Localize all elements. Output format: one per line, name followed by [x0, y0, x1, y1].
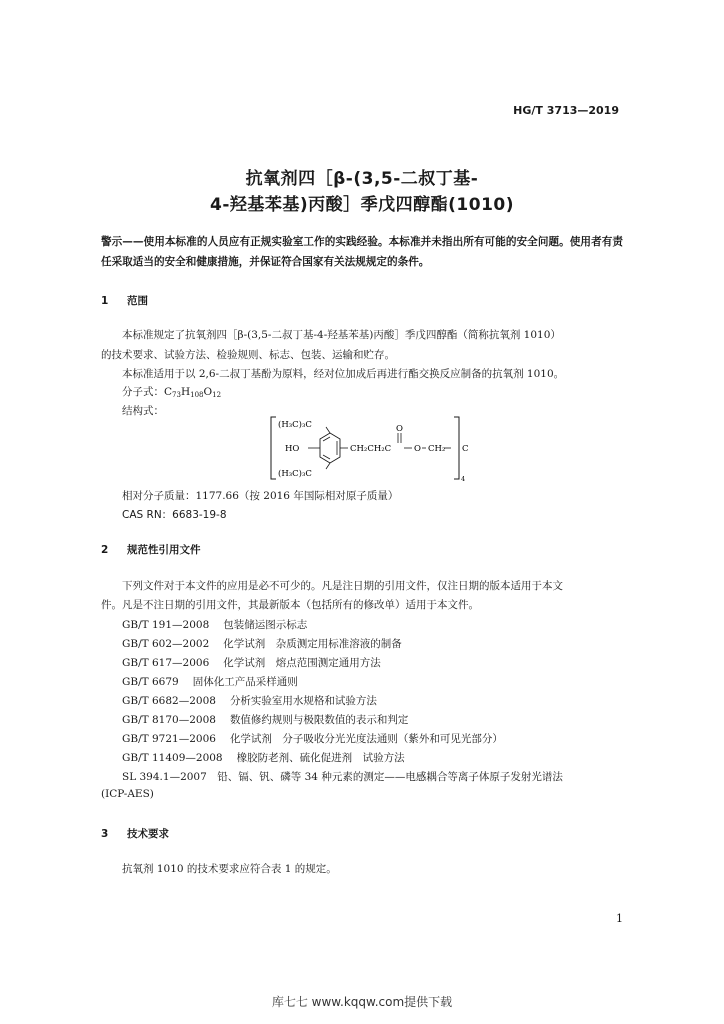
reference-item: [122, 617, 307, 632]
document-id: HG/T 3713—2019: [513, 104, 619, 117]
reference-sl-line-2: (ICP-AES): [101, 788, 154, 800]
page-number: 1: [616, 912, 623, 925]
formula-o-count: 12: [212, 391, 222, 399]
cas-number: CAS RN：6683-19-8: [122, 509, 227, 521]
references-intro-line-1: 下列文件对于本文件的应用是必不可少的。凡是注日期的引用文件，仅注日期的版本适用于本文: [122, 580, 563, 592]
section-2-heading: [101, 542, 201, 557]
section-title: 技术要求: [127, 828, 169, 840]
structural-formula-diagram: [262, 413, 472, 483]
section-3-heading: [101, 826, 169, 841]
scope-paragraph-line-1: 本标准规定了抗氧剂四［β-(3,5-二叔丁基-4-羟基苯基)丙酸］季戊四醇酯（简称抗氧剂 1010）: [122, 329, 561, 341]
section-1-heading: [101, 293, 148, 308]
references-intro-line-2: 件。凡是不注日期的引用文件，其最新版本（包括所有的修改单）适用于本文件。: [101, 599, 479, 611]
methylene-label: CH₂: [428, 444, 446, 454]
left-bracket: [271, 417, 276, 479]
right-bracket: [454, 417, 459, 479]
reference-item: [122, 636, 402, 651]
reference-item: [122, 693, 377, 708]
reference-item: [122, 731, 503, 746]
structure-label: 结构式：: [122, 405, 164, 417]
reference-title: 橡胶防老剂、硫化促进剂 试验方法: [236, 752, 405, 764]
section-number: 2: [101, 544, 109, 556]
carbonyl-oxygen-label: O: [396, 424, 403, 434]
formula-c: C: [164, 386, 173, 398]
reference-code: GB/T 6682—2008: [122, 695, 216, 707]
formula-h: H: [180, 386, 191, 398]
reference-title: 固体化工产品采样通则: [192, 676, 298, 688]
tbu-top-label: (H₃C)₃C: [278, 420, 312, 430]
central-carbon-label: C: [462, 444, 469, 454]
reference-title: 分析实验室用水规格和试验方法: [229, 695, 377, 707]
section-title: 范围: [127, 295, 148, 307]
section-title: 规范性引用文件: [127, 544, 201, 556]
formula-c-count: 73: [172, 391, 181, 399]
formula-o: O: [203, 386, 213, 398]
reference-code: GB/T 191—2008: [122, 619, 210, 631]
reference-title: 化学试剂 杂质测定用标准溶液的制备: [223, 638, 402, 650]
reference-title: 化学试剂 分子吸收分光光度法通则（紫外和可见光部分）: [229, 733, 503, 745]
reference-sl-line-1: SL 394.1—2007 铅、镉、钒、磷等 34 种元素的测定——电感耦合等离子体原子发射光谱法: [122, 771, 563, 783]
hydroxyl-label: HO: [285, 444, 300, 454]
title-line-1: 抗氧剂四［β-(3,5-二叔丁基-: [245, 169, 479, 189]
warning-paragraph: 警示——使用本标准的人员应有正规实验室工作的实践经验。本标准并未指出所有可能的安全问题。使用者有责任采取适当的安全和健康措施，并保证符合国家有关法规规定的条件。: [101, 236, 623, 268]
repeat-subscript: 4: [461, 475, 466, 483]
reference-code: GB/T 602—2002: [122, 638, 210, 650]
reference-item: [122, 674, 298, 689]
tbu-bottom-label: (H₃C)₃C: [278, 469, 312, 479]
reference-title: 数值修约规则与极限数值的表示和判定: [229, 714, 409, 726]
reference-title: 包装储运图示标志: [223, 619, 308, 631]
title-line-2: 4-羟基苯基)丙酸］季戊四醇酯(1010): [209, 195, 514, 215]
reference-item: [122, 655, 381, 670]
reference-code: GB/T 8170—2008: [122, 714, 216, 726]
reference-code: GB/T 9721—2006: [122, 733, 216, 745]
molecular-formula: [122, 384, 221, 399]
footer-watermark: 库七七 www.kqqw.com提供下载: [271, 995, 453, 1009]
reference-item: [122, 712, 408, 727]
formula-h-count: 108: [190, 391, 204, 399]
reference-code: GB/T 617—2006: [122, 657, 210, 669]
formula-label: 分子式：: [122, 386, 164, 398]
molecular-mass: 相对分子质量：1177.66（按 2016 年国际相对原子质量）: [122, 490, 399, 502]
section-number: 1: [101, 295, 109, 307]
reference-item: [122, 750, 405, 765]
section-number: 3: [101, 828, 109, 840]
reference-title: 化学试剂 熔点范围测定通用方法: [223, 657, 381, 669]
applicability-paragraph: 本标准适用于以 2,6-二叔丁基酚为原料，经对位加成后再进行酯交换反应制备的抗氧剂 1010。: [122, 368, 565, 380]
ester-oxygen-label: O: [414, 444, 421, 454]
reference-code: GB/T 6679: [122, 676, 179, 688]
reference-code: GB/T 11409—2008: [122, 752, 223, 764]
chain-label: CH₂CH₂C: [350, 444, 392, 454]
requirements-paragraph: 抗氧剂 1010 的技术要求应符合表 1 的规定。: [122, 863, 337, 875]
scope-paragraph-line-2: 的技术要求、试验方法、检验规则、标志、包装、运输和贮存。: [101, 349, 395, 361]
